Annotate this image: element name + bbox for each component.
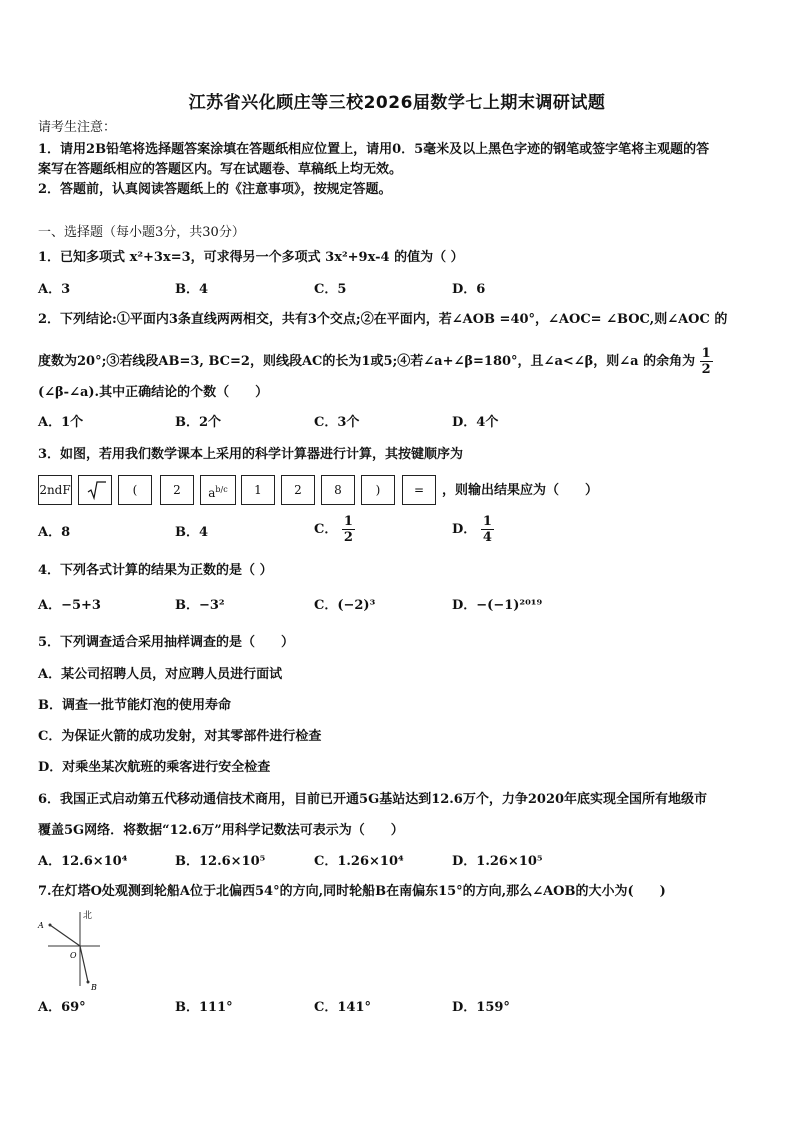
option-c[interactable]: C．1.26×10⁴ [314,854,404,869]
calculator-key-sqrt [78,475,112,505]
north-label: 北 [83,911,93,921]
question-5-stem: 5．下列调查适合采用抽样调查的是（ ） [38,635,295,650]
calculator-key-fraction: $a^{b/c}$ [200,475,236,505]
option-c[interactable]: C．5 [314,282,347,297]
question-4-stem: 4．下列各式计算的结果为正数的是（ ） [38,563,273,578]
calculator-key-1: 1 [241,475,275,505]
question-7-stem: 7.在灯塔O处观测到轮船A位于北偏西54°的方向,同时轮船B在南偏东15°的方向,那么∠AOB的大小为( ) [38,884,666,899]
option-b[interactable]: B．111° [175,1000,233,1015]
option-d[interactable]: D．1.26×10⁵ [452,854,543,869]
calculator-key-2: 2 [160,475,194,505]
point-b-label: B [91,983,97,992]
fraction-one-half: $\frac{1}{2}$ [701,346,711,377]
option-b[interactable]: B．4 [175,525,209,540]
option-b[interactable]: B．2个 [175,415,222,430]
compass-diagram [36,908,106,992]
notice-item-1b: 案写在答题纸相应的答题区内。写在试题卷、草稿纸上均无效。 [38,162,403,177]
calculator-key-2ndf: 2ndF [38,475,72,505]
option-b[interactable]: B．4 [175,282,209,297]
option-d[interactable]: D．4个 [452,415,499,430]
option-c[interactable]: C． $\frac{1}{2}$ [314,514,353,545]
option-c[interactable]: C．3个 [314,415,360,430]
calculator-key-8: 8 [321,475,355,505]
question-1-stem: 1．已知多项式 x²+3x=3，可求得另一个多项式 3x²+9x-4 的值为（ ） [38,250,464,265]
question-5-option-d[interactable]: D．对乘坐某次航班的乘客进行安全检查 [38,760,271,775]
option-d[interactable]: D．−(−1)²⁰¹⁹ [452,598,543,613]
question-4-options [38,596,758,618]
option-a[interactable]: A．1个 [38,415,84,430]
question-6-options [38,852,758,874]
option-a[interactable]: A．8 [38,525,71,540]
option-d[interactable]: D．159° [452,1000,510,1015]
option-d[interactable]: D． $\frac{1}{4}$ [452,514,492,545]
option-c[interactable]: C．(−2)³ [314,598,376,613]
sqrt-icon [79,476,111,504]
question-6-line-1: 6．我国正式启动第五代移动通信技术商用，目前已开通5G基站达到12.6万个，力争2020年底实现全国所有地级市 [38,792,708,807]
calculator-key-equals: = [402,475,436,505]
option-d[interactable]: D．6 [452,282,486,297]
option-a[interactable]: A．12.6×10⁴ [38,854,128,869]
question-6-line-2: 覆盖5G网络．将数据“12.6万”用科学记数法可表示为（ ） [38,823,404,838]
calculator-key-left-paren: ( [118,475,152,505]
option-a[interactable]: A．3 [38,282,71,297]
question-5-option-c[interactable]: C．为保证火箭的成功发射，对其零部件进行检查 [38,729,322,744]
calculator-key-right-paren: ) [361,475,395,505]
notice-item-1a: 1．请用2B铅笔将选择题答案涂填在答题纸相应位置上，请用0．5毫米及以上黑色字迹的钢笔或签字笔将主观题的答 [38,142,710,157]
point-o-label: O [70,951,77,960]
option-a[interactable]: A．69° [38,1000,86,1015]
question-3-tail: ，则输出结果应为（ ） [442,483,599,498]
question-3-options [38,514,758,554]
question-3-stem: 3．如图，若用我们数学课本上采用的科学计算器进行计算，其按键顺序为 [38,447,464,462]
calculator-key-2b: 2 [281,475,315,505]
notice-item-2: 2．答题前，认真阅读答题纸上的《注意事项》，按规定答题。 [38,182,392,197]
question-2-line-3: (∠β-∠a).其中正确结论的个数（ ） [38,385,269,400]
question-2-options [38,413,758,435]
option-c[interactable]: C．141° [314,1000,371,1015]
question-5-option-b[interactable]: B．调查一批节能灯泡的使用寿命 [38,698,231,713]
page-title: 江苏省兴化顾庄等三校2026届数学七上期末调研试题 [188,93,606,113]
option-a[interactable]: A．−5+3 [38,598,101,613]
question-2-line-1: 2．下列结论:①平面内3条直线两两相交，共有3个交点;②在平面内，若∠AOB =40°，∠AOC= ∠BOC,则∠AOC 的 [38,312,728,327]
question-5-option-a[interactable]: A．某公司招聘人员，对应聘人员进行面试 [38,667,283,682]
point-a-label: A [38,921,44,930]
option-b[interactable]: B．12.6×10⁵ [175,854,266,869]
question-1-options [38,280,758,302]
section-heading: 一、选择题（每小题3分，共30分） [38,225,245,240]
question-7-options [38,998,758,1020]
notice-heading: 请考生注意： [38,120,117,135]
question-2-line-2: 度数为20°;③若线段AB=3, BC=2，则线段AC的长为1或5;④若∠a+∠β=180°，且∠a<∠β，则∠a 的余角为 $\frac{1}{2}$ [38,346,711,377]
option-b[interactable]: B．−3² [175,598,225,613]
